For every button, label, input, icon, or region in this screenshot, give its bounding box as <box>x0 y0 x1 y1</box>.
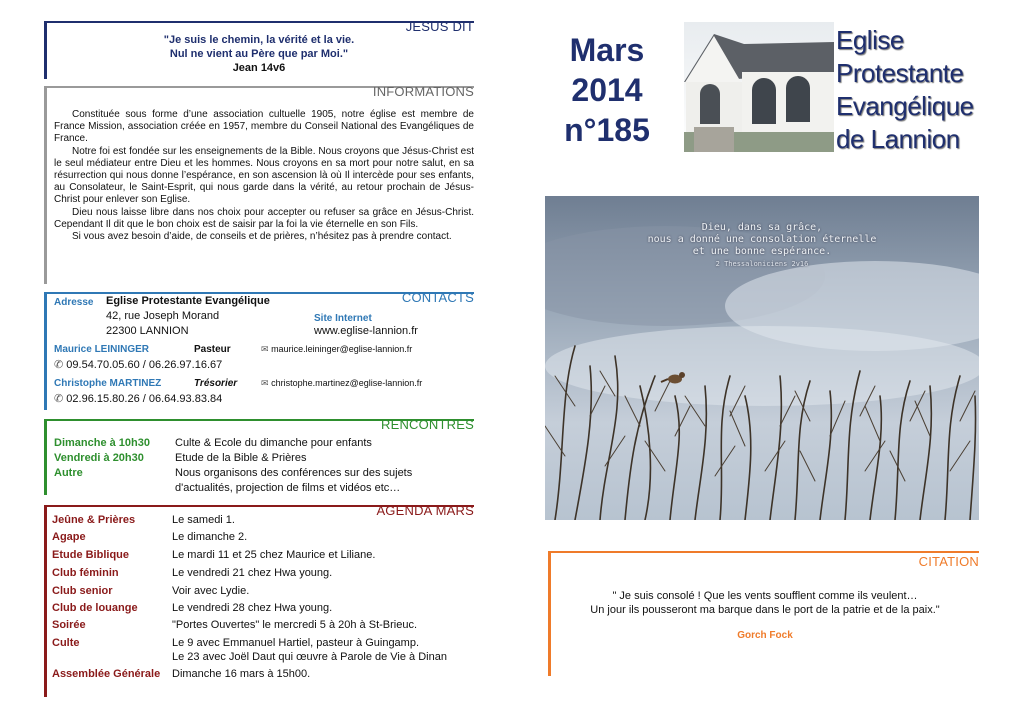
rencontre-when: Vendredi à 20h30 <box>54 452 144 464</box>
email-icon: ✉ <box>261 378 269 388</box>
church-title-line: Eglise <box>836 25 904 55</box>
section-title: INFORMATIONS <box>372 84 474 99</box>
phone-row <box>54 358 222 371</box>
agenda-label: Club de louange <box>52 602 138 614</box>
info-paragraph: Constituée sous forme d’une association cultuelle 1905, notre église est membre de France Mission, association créée en 1957, membre du Conseil National des Evangéliques de France. <box>54 109 474 145</box>
rencontres-section <box>44 419 474 495</box>
site-link[interactable]: www.eglise-lannion.fr <box>314 325 418 337</box>
agenda-label: Culte <box>52 637 80 649</box>
divider <box>44 292 47 410</box>
jesus-dit-section <box>44 21 474 79</box>
church-title-line: Evangélique <box>836 91 974 121</box>
section-title: CONTACTS <box>401 290 474 305</box>
rencontre-when: Autre <box>54 467 83 479</box>
agenda-label: Club féminin <box>52 567 119 579</box>
agenda-text: Le samedi 1. <box>172 514 235 526</box>
issue-month: Mars <box>569 32 645 68</box>
agenda-text: Le 9 avec Emmanuel Hartiel, pasteur à Guingamp. <box>172 637 420 649</box>
section-title: RENCONTRES <box>380 417 474 432</box>
church-photo <box>684 22 834 152</box>
agenda-text: "Portes Ouvertes" le mercredi 5 à 20h à St-Brieuc. <box>172 619 418 631</box>
church-title-line: de Lannion <box>836 124 960 154</box>
quote-line: "Je suis le chemin, la vérité et la vie. <box>163 34 355 46</box>
citation-section <box>548 551 979 676</box>
phone-numbers: 02.96.15.80.26 / 06.64.93.83.84 <box>66 393 223 405</box>
agenda-text: Dimanche 16 mars à 15h00. <box>172 668 311 680</box>
quote-line: Nul ne vient au Père que par Moi." <box>169 48 349 60</box>
rencontre-when: Dimanche à 10h30 <box>54 437 150 449</box>
agenda-text: Le vendredi 28 chez Hwa young. <box>172 602 333 614</box>
contact-name: Christophe MARTINEZ <box>54 378 162 389</box>
issue-year: 2014 <box>571 72 643 108</box>
rencontre-what: d'actualités, projection de films et vidéos etc… <box>175 482 401 494</box>
citation-line: Un jour ils pousseront ma barque dans le port de la patrie et de la paix." <box>590 604 940 616</box>
citation-line: " Je suis consolé ! Que les vents soufflent comme ils veulent… <box>612 590 918 602</box>
agenda-label: Jeûne & Prières <box>52 514 136 526</box>
divider <box>44 505 47 697</box>
agenda-label: Agape <box>52 531 86 543</box>
divider <box>548 551 979 553</box>
quote-reference: Jean 14v6 <box>232 62 286 74</box>
section-title: CITATION <box>918 554 979 569</box>
agenda-label: Soirée <box>52 619 86 631</box>
section-title: JESUS DIT <box>405 19 474 34</box>
email-link[interactable]: maurice.leininger@eglise-lannion.fr <box>271 344 413 354</box>
agenda-label: Assemblée Générale <box>52 668 161 680</box>
verse-line: et une bonne espérance. <box>692 246 832 257</box>
agenda-label: Club senior <box>52 585 113 597</box>
contact-name: Maurice LEININGER <box>54 344 150 355</box>
citation-author: Gorch Fock <box>737 630 793 641</box>
verse-line: nous a donné une consolation éternelle <box>647 234 877 245</box>
city: 22300 LANNION <box>106 325 189 337</box>
verse-reference: 2 Thessaloniciens 2v16 <box>715 260 809 268</box>
street: 42, rue Joseph Morand <box>106 310 220 322</box>
adresse-label: Adresse <box>54 297 94 308</box>
rencontre-what: Etude de la Bible & Prières <box>175 452 307 464</box>
agenda-text: Le 23 avec Joël Daut qui œuvre à Parole de Vie à Dinan <box>172 651 447 663</box>
email-link[interactable]: christophe.martinez@eglise-lannion.fr <box>271 378 423 388</box>
site-label: Site Internet <box>314 313 372 324</box>
divider <box>44 86 47 284</box>
agenda-text: Le vendredi 21 chez Hwa young. <box>172 567 333 579</box>
section-title: AGENDA MARS <box>376 503 474 518</box>
contact-role: Pasteur <box>194 344 231 355</box>
email-row <box>261 378 422 389</box>
contacts-section <box>44 292 474 410</box>
agenda-text: Voir avec Lydie. <box>172 585 250 597</box>
agenda-label: Etude Biblique <box>52 549 129 561</box>
info-paragraph: Notre foi est fondée sur les enseignements de la Bible. Nous croyons que Jésus-Christ est le seul médiateur entre Dieu et les hommes. Nous croyons en sa mort pour notre salut, en sa résurrection qui nous donne l’espérance, en son ascension là où Il intercède pour ses enfants, au Consolateur, le Saint-Esprit, qui nous garde dans la vérité, au retour prochain de Jésus-Christ pour enlever son Eglise. <box>54 145 474 206</box>
phone-row <box>54 392 222 405</box>
agenda-text: Le dimanche 2. <box>172 531 248 543</box>
rencontre-what: Nous organisons des conférences sur des sujets <box>175 467 413 479</box>
agenda-section <box>44 505 474 697</box>
email-row <box>261 344 412 355</box>
info-paragraph: Dieu nous laisse libre dans nos choix pour accepter ou refuser sa grâce en Jésus-Christ. Cependant Il dit que le bon choix est de saisir par la foi la vie éternelle en son Fils. <box>54 206 474 230</box>
phone-icon: ✆ <box>54 359 64 371</box>
church-title <box>836 24 974 156</box>
verse-line: Dieu, dans sa grâce, <box>701 222 823 233</box>
phone-numbers: 09.54.70.05.60 / 06.26.97.16.67 <box>66 359 223 371</box>
info-paragraph: Si vous avez besoin d’aide, de conseils et de prières, n’hésitez pas à prendre contact. <box>72 231 452 243</box>
phone-icon: ✆ <box>54 393 64 405</box>
email-icon: ✉ <box>261 344 269 354</box>
issue-block <box>548 30 666 150</box>
org-name: Eglise Protestante Evangélique <box>106 295 270 307</box>
verse-photo <box>545 196 979 520</box>
issue-number: n°185 <box>564 112 650 148</box>
rencontre-what: Culte & Ecole du dimanche pour enfants <box>175 437 372 449</box>
divider <box>44 419 47 495</box>
agenda-text: Le mardi 11 et 25 chez Maurice et Liliane. <box>172 549 376 561</box>
church-title-line: Protestante <box>836 58 964 88</box>
informations-section <box>44 86 474 284</box>
contact-role: Trésorier <box>194 378 238 389</box>
